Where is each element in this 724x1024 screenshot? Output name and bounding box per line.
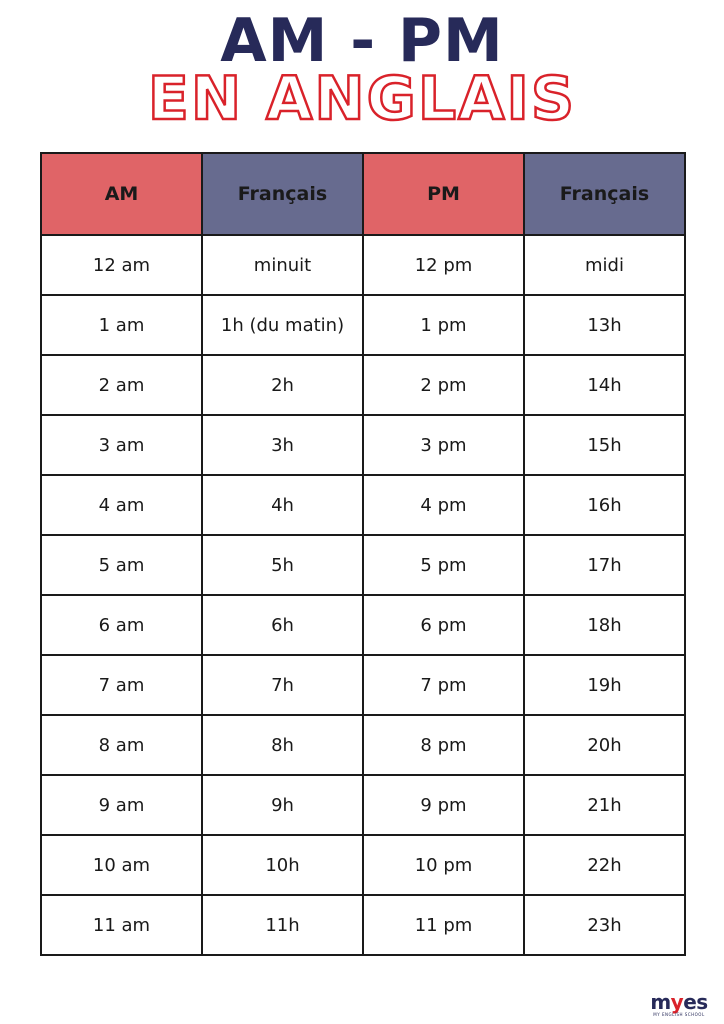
am-pm-table	[40, 152, 686, 956]
header-francais-am: Français	[202, 153, 363, 235]
francais-am-cell: 11h	[202, 895, 363, 955]
logo-mark-accent: y	[670, 990, 684, 1014]
table-header-row	[41, 153, 685, 235]
am-cell: 4 am	[41, 475, 202, 535]
am-cell: 5 am	[41, 535, 202, 595]
am-cell: 7 am	[41, 655, 202, 715]
table-row	[41, 415, 685, 475]
am-cell: 3 am	[41, 415, 202, 475]
am-cell: 6 am	[41, 595, 202, 655]
pm-cell: 9 pm	[363, 775, 524, 835]
table-row	[41, 595, 685, 655]
table-row	[41, 655, 685, 715]
francais-am-cell: 3h	[202, 415, 363, 475]
table-row	[41, 835, 685, 895]
logo-tagline: MY ENGLISH SCHOOL	[653, 1012, 705, 1017]
table-row	[41, 475, 685, 535]
francais-pm-cell: 16h	[524, 475, 685, 535]
francais-am-cell: 9h	[202, 775, 363, 835]
francais-am-cell: 10h	[202, 835, 363, 895]
am-cell: 8 am	[41, 715, 202, 775]
am-cell: 10 am	[41, 835, 202, 895]
page-title: AM - PM	[220, 6, 504, 76]
am-cell: 11 am	[41, 895, 202, 955]
francais-am-cell: minuit	[202, 235, 363, 295]
pm-cell: 5 pm	[363, 535, 524, 595]
francais-pm-cell: 23h	[524, 895, 685, 955]
pm-cell: 2 pm	[363, 355, 524, 415]
logo-mark-right: es	[683, 990, 708, 1014]
mes-logo	[644, 992, 714, 1018]
pm-cell: 3 pm	[363, 415, 524, 475]
francais-am-cell: 2h	[202, 355, 363, 415]
francais-am-cell: 7h	[202, 655, 363, 715]
francais-pm-cell: 15h	[524, 415, 685, 475]
francais-pm-cell: midi	[524, 235, 685, 295]
pm-cell: 10 pm	[363, 835, 524, 895]
am-cell: 2 am	[41, 355, 202, 415]
header-am: AM	[41, 153, 202, 235]
francais-am-cell: 8h	[202, 715, 363, 775]
am-cell: 1 am	[41, 295, 202, 355]
pm-cell: 4 pm	[363, 475, 524, 535]
table-row	[41, 295, 685, 355]
francais-pm-cell: 19h	[524, 655, 685, 715]
pm-cell: 8 pm	[363, 715, 524, 775]
logo-mark-left: m	[650, 990, 671, 1014]
pm-cell: 12 pm	[363, 235, 524, 295]
francais-pm-cell: 14h	[524, 355, 685, 415]
pm-cell: 1 pm	[363, 295, 524, 355]
table-row	[41, 775, 685, 835]
header-francais-pm: Français	[524, 153, 685, 235]
table-row	[41, 715, 685, 775]
pm-cell: 11 pm	[363, 895, 524, 955]
francais-am-cell: 6h	[202, 595, 363, 655]
table-row	[41, 535, 685, 595]
francais-pm-cell: 21h	[524, 775, 685, 835]
header-pm: PM	[363, 153, 524, 235]
francais-am-cell: 1h (du matin)	[202, 295, 363, 355]
francais-pm-cell: 17h	[524, 535, 685, 595]
am-cell: 12 am	[41, 235, 202, 295]
table-row	[41, 235, 685, 295]
pm-cell: 6 pm	[363, 595, 524, 655]
francais-pm-cell: 22h	[524, 835, 685, 895]
francais-pm-cell: 18h	[524, 595, 685, 655]
francais-am-cell: 4h	[202, 475, 363, 535]
am-cell: 9 am	[41, 775, 202, 835]
francais-pm-cell: 13h	[524, 295, 685, 355]
pm-cell: 7 pm	[363, 655, 524, 715]
francais-am-cell: 5h	[202, 535, 363, 595]
logo-wordmark	[644, 992, 714, 1012]
table-row	[41, 895, 685, 955]
francais-pm-cell: 20h	[524, 715, 685, 775]
table-row	[41, 355, 685, 415]
page-subtitle: EN ANGLAIS	[147, 64, 577, 134]
